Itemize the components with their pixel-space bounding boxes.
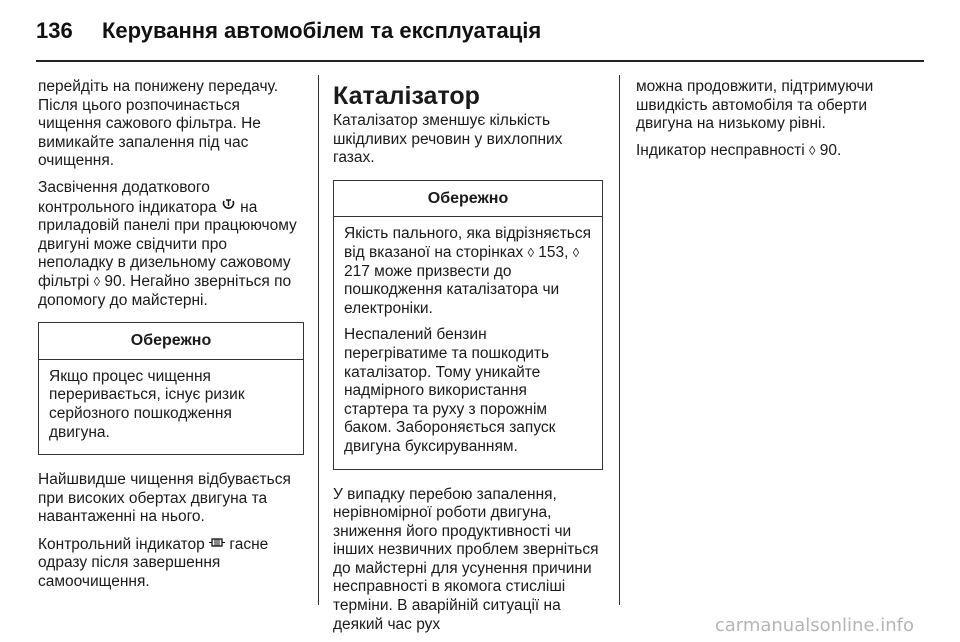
header-divider — [36, 60, 924, 62]
paragraph: можна продовжити, підтримуючи швидкість автомобіля та оберти двигуна на низькому рівні. — [636, 78, 874, 133]
caution-text: Неспалений бензин перегріватиме та пошкодить каталізатор. Тому уникайте надмірного використання стартера та руху з порожнім баком. Забороняється запуск двигуна буксируванням. — [344, 326, 556, 455]
text-run: Якість пального, яка відрізняється від вказаної на сторінках — [344, 225, 592, 261]
paragraph: Каталізатор зменшує кількість шкідливих речовин у вихлопних газах. — [333, 112, 563, 167]
column-divider — [619, 75, 620, 605]
section-title: Каталізатор — [333, 82, 480, 110]
caution-body — [334, 217, 602, 468]
text-run: на приладовій панелі при працюючому двигуні може свідчити про неполадку в дизельному сажовому фільтрі — [38, 198, 297, 290]
caution-text — [344, 225, 592, 318]
page-title: Керування автомобілем та експлуатація — [102, 18, 542, 43]
watermark: carmanualsonline.info — [714, 615, 914, 636]
page-reference-icon: ◊ — [809, 142, 816, 158]
caution-title: Обережно — [39, 323, 303, 360]
paragraph: Найшвидше чищення відбувається при високих обертах двигуна та навантаженні на нього. — [38, 471, 291, 526]
text-run: Індикатор несправності — [636, 141, 810, 159]
text-run: Контрольний індикатор — [38, 535, 210, 553]
column-divider — [318, 75, 319, 605]
caution-text: Якщо процес чищення переривається, існує ризик серйозного пошкодження двигуна. — [49, 367, 245, 441]
column-middle — [333, 82, 599, 642]
paragraph: перейдіть на понижену передачу. Після цього розпочинається чищення сажового фільтра. Не вимикайте запалення під час очищення. — [38, 78, 279, 170]
page-reference-icon: ◊ — [527, 244, 534, 260]
text-run: 90. Негайно зверніться по допомогу до майстерні. — [38, 272, 292, 309]
column-left — [38, 78, 304, 600]
caution-box — [333, 180, 603, 470]
paragraph — [636, 142, 902, 161]
paragraph — [38, 535, 304, 592]
text-run: 217 може призвести до пошкодження каталізатора чи електроніки. — [344, 262, 560, 317]
caution-title: Обережно — [334, 181, 602, 218]
caution-body — [39, 360, 303, 454]
particulate-filter-icon — [209, 535, 225, 554]
filter-indicator-icon — [221, 198, 236, 217]
column-right — [636, 78, 902, 168]
page-reference-icon: ◊ — [93, 273, 101, 289]
caution-box — [38, 322, 304, 455]
paragraph — [38, 179, 304, 310]
paragraph: У випадку перебою запалення, нерівномірної роботи двигуна, зниження його продуктивності чи інших незвичних проблем зверніться до майстерні для усунення причини несправності в якомога стисліші терміни. В аварійній ситуації на деякий час рух — [333, 485, 599, 633]
text-run: 90. — [815, 141, 842, 159]
text-run: гасне одразу після завершення самоочищення. — [38, 535, 269, 591]
text-run: Засвічення додаткового контрольного індикатора — [38, 178, 221, 216]
text-run: 153, — [534, 243, 573, 261]
page-number: 136 — [36, 18, 73, 43]
page-reference-icon: ◊ — [572, 244, 580, 260]
